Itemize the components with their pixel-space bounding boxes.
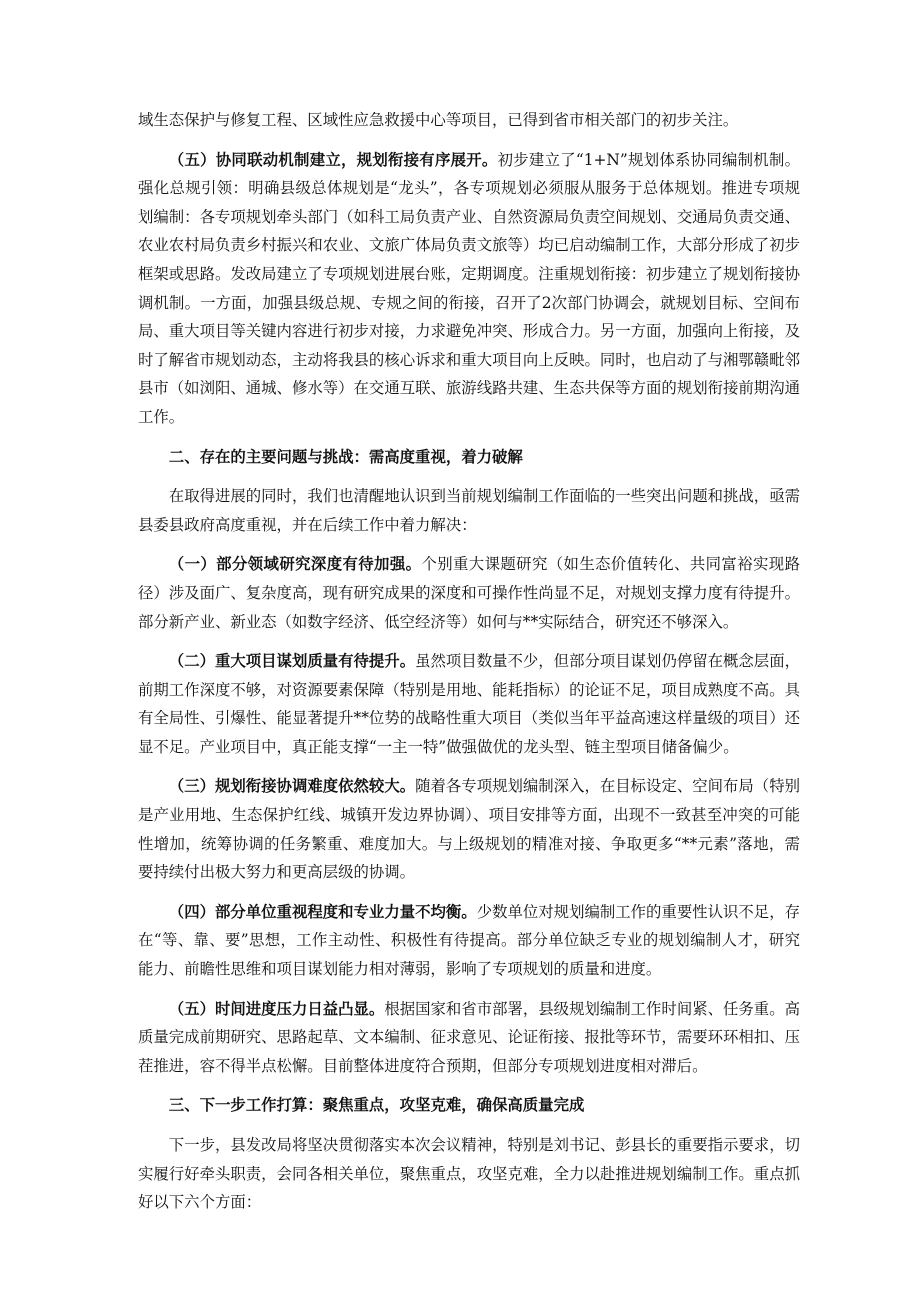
numbered-paragraph xyxy=(138,898,800,984)
heading-text: 二、存在的主要问题与挑战：需高度重视，着力破解 xyxy=(168,447,523,466)
numbered-paragraph xyxy=(138,647,800,761)
heading-text: 三、下一步工作打算：聚焦重点，攻坚克难，确保高质量完成 xyxy=(168,1096,585,1115)
body-paragraph xyxy=(138,482,800,539)
paragraph-text: 随着各专项规划编制深入，在目标设定、空间布局（特别是产业用地、生态保护红线、城镇开发边界协调）、项目安排等方面，出现不一致甚至冲突的可能性增加，统筹协调的任务繁重、难度加大。与上级规划的精准对接、争取更多“**元素”落地，需要持续付出极大努力和更高层级的协调。 xyxy=(138,777,800,882)
numbered-paragraph xyxy=(138,550,800,636)
body-paragraph xyxy=(138,106,800,135)
paragraph-lead: （五）协同联动机制建立，规划衔接有序展开。 xyxy=(168,150,498,169)
paragraph-lead: （一）部分领域研究深度有待加强。 xyxy=(168,555,422,574)
paragraph-lead: （四）部分单位重视程度和专业力量不均衡。 xyxy=(168,902,477,921)
section-heading xyxy=(138,443,800,472)
numbered-paragraph xyxy=(138,995,800,1081)
paragraph-lead: （二）重大项目谋划质量有待提升。 xyxy=(168,652,416,671)
paragraph-lead: （三）规划衔接协调难度依然较大。 xyxy=(168,777,416,796)
paragraph-text: 根据国家和省市部署，县级规划编制工作时间紧、任务重。高质量完成前期研究、思路起草、文本编制、征求意见、论证衔接、报批等环节，需要环环相扣、压茬推进，容不得半点松懈。目前整体进度符合预期，但部分专项规划进度相对滞后。 xyxy=(138,999,800,1075)
paragraph-text: 初步建立了“1+N”规划体系协同编制机制。强化总规引领：明确县级总体规划是“龙头”，各专项规划必须服从服务于总体规划。推进专项规划编制：各专项规划牵头部门（如科工局负责产业、自然资源局负责空间规划、交通局负责交通、农业农村局负责乡村振兴和农业、文旅广体局负责文旅等）均已启动编制工作，大部分形成了初步框架或思路。发改局建立了专项规划进展台账，定期调度。注重规划衔接：初步建立了规划衔接协调机制。一方面，加强县级总规、专规之间的衔接，召开了2次部门协调会，就规划目标、空间布局、重大项目等关键内容进行初步对接，力求避免冲突、形成合力。另一方面，加强向上衔接，及时了解省市规划动态，主动将我县的核心诉求和重大项目向上反映。同时，也启动了与湘鄂赣毗邻县市（如浏阳、通城、修水等）在交通互联、旅游线路共建、生态共保等方面的规划衔接前期沟通工作。 xyxy=(138,150,800,426)
paragraph-text: 个别重大课题研究（如生态价值转化、共同富裕实现路径）涉及面广、复杂度高，现有研究成果的深度和可操作性尚显不足，对规划支撑力度有待提升。部分新产业、新业态（如数字经济、低空经济等）如何与**实际结合，研究还不够深入。 xyxy=(138,555,800,631)
numbered-paragraph xyxy=(138,146,800,432)
body-paragraph xyxy=(138,1131,800,1217)
paragraph-lead: （五）时间进度压力日益凸显。 xyxy=(168,999,385,1018)
paragraph-text: 下一步，县发改局将坚决贯彻落实本次会议精神，特别是刘书记、彭县长的重要指示要求，切实履行好牵头职责，会同各相关单位，聚焦重点，攻坚克难，全力以赴推进规划编制工作。重点抓好以下六个方面： xyxy=(138,1136,800,1212)
paragraph-text: 虽然项目数量不少，但部分项目谋划仍停留在概念层面，前期工作深度不够，对资源要素保障（特别是用地、能耗指标）的论证不足，项目成熟度不高。具有全局性、引爆性、能显著提升**位势的战略性重大项目（类似当年平益高速这样量级的项目）还显不足。产业项目中，真正能支撑“一主一特”做强做优的龙头型、链主型项目储备偏少。 xyxy=(138,652,800,756)
paragraph-text: 在取得进展的同时，我们也清醒地认识到当前规划编制工作面临的一些突出问题和挑战，亟需县委县政府高度重视，并在后续工作中着力解决： xyxy=(138,487,800,534)
numbered-paragraph xyxy=(138,772,800,886)
paragraph-text: 少数单位对规划编制工作的重要性认识不足，存在“等、靠、要”思想，工作主动性、积极性有待提高。部分单位缺乏专业的规划编制人才，研究能力、前瞻性思维和项目谋划能力相对薄弱，影响了专项规划的质量和进度。 xyxy=(138,902,800,979)
paragraph-text: 域生态保护与修复工程、区域性应急救援中心等项目，已得到省市相关部门的初步关注。 xyxy=(138,111,739,129)
document-body xyxy=(138,106,800,1228)
section-heading xyxy=(138,1091,800,1120)
